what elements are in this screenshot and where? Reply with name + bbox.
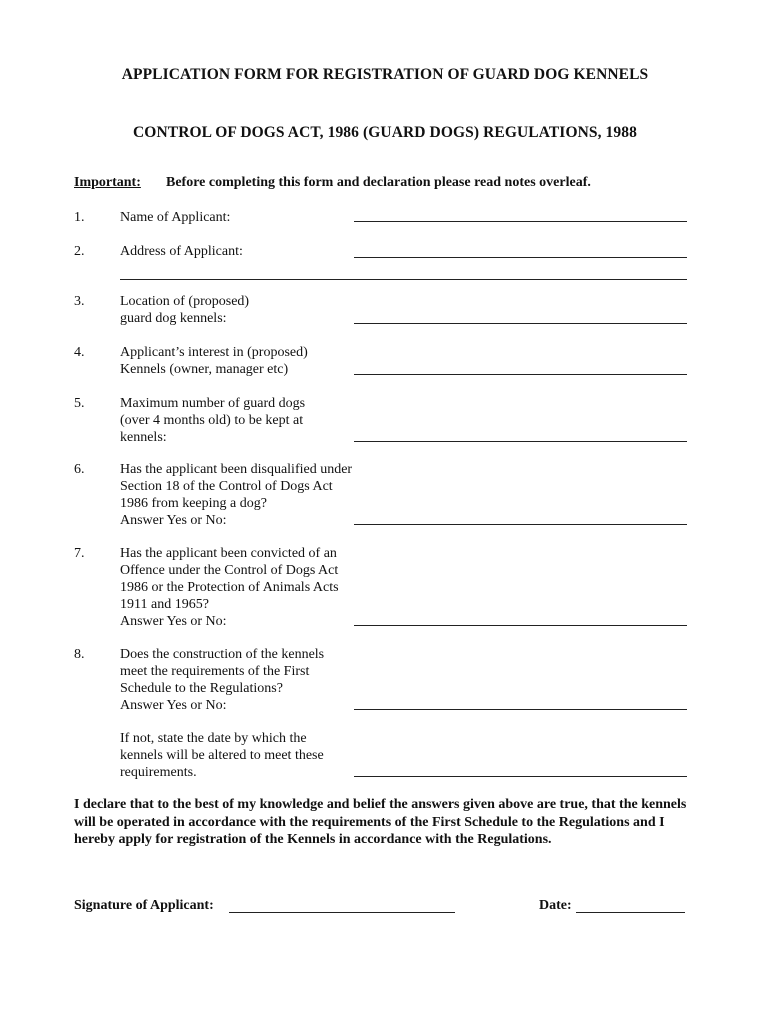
question-5-line: Maximum number of guard dogs	[120, 396, 306, 411]
form-subtitle: CONTROL OF DOGS ACT, 1986 (GUARD DOGS) REGULATIONS, 1988	[133, 124, 637, 141]
question-6-line: Section 18 of the Control of Dogs Act	[120, 479, 333, 494]
important-label: Important:	[74, 175, 141, 190]
question-4-line: Kennels (owner, manager etc)	[120, 362, 289, 377]
max-guard-dogs-field[interactable]	[354, 441, 687, 442]
convicted-answer-field[interactable]	[354, 625, 687, 626]
question-8-line: Answer Yes or No:	[120, 698, 227, 713]
question-4-line: Applicant’s interest in (proposed)	[120, 345, 308, 360]
followup-label	[120, 730, 360, 781]
form-title: APPLICATION FORM FOR REGISTRATION OF GUARD DOG KENNELS	[121, 66, 649, 83]
question-number-5: 5.	[74, 396, 85, 411]
question-number-1: 1.	[74, 210, 85, 225]
question-6-line: 1986 from keeping a dog?	[120, 496, 267, 511]
question-8-line: Schedule to the Regulations?	[120, 681, 283, 696]
question-6-line: Has the applicant been disqualified under	[120, 462, 353, 477]
question-7-line: 1911 and 1965?	[120, 597, 209, 612]
question-7-line: 1986 or the Protection of Animals Acts	[120, 580, 339, 595]
question-number-3: 3.	[74, 294, 85, 309]
question-8-label	[120, 646, 360, 714]
question-6-label	[120, 461, 360, 529]
followup-line: kennels will be altered to meet these	[120, 748, 324, 763]
kennel-construction-answer-field[interactable]	[354, 709, 687, 710]
question-number-4: 4.	[74, 345, 85, 360]
applicant-interest-field[interactable]	[354, 374, 687, 375]
question-7-line: Has the applicant been convicted of an	[120, 546, 337, 561]
kennel-location-field[interactable]	[354, 323, 687, 324]
alteration-date-field[interactable]	[354, 776, 687, 777]
address-field-line-2[interactable]	[120, 279, 687, 280]
question-7-line: Offence under the Control of Dogs Act	[120, 563, 339, 578]
question-2-label	[120, 243, 360, 260]
question-8-line: Does the construction of the kennels	[120, 647, 325, 662]
question-2-line: Address of Applicant:	[120, 244, 243, 259]
question-6-line: Answer Yes or No:	[120, 513, 227, 528]
question-7-line: Answer Yes or No:	[120, 614, 227, 629]
date-field[interactable]	[576, 912, 685, 913]
question-5-line: (over 4 months old) to be kept at	[120, 413, 304, 428]
question-3-line: Location of (proposed)	[120, 294, 250, 309]
question-1-label	[120, 209, 360, 226]
question-5-line: kennels:	[120, 430, 167, 445]
question-number-2: 2.	[74, 244, 85, 259]
question-1-line: Name of Applicant:	[120, 210, 231, 225]
question-number-7: 7.	[74, 546, 85, 561]
address-field-line-1[interactable]	[354, 257, 687, 258]
signature-label: Signature of Applicant:	[74, 898, 214, 913]
disqualified-answer-field[interactable]	[354, 524, 687, 525]
question-number-8: 8.	[74, 647, 85, 662]
date-label: Date:	[539, 898, 572, 913]
followup-line: If not, state the date by which the	[120, 731, 307, 746]
question-3-line: guard dog kennels:	[120, 311, 227, 326]
question-8-line: meet the requirements of the First	[120, 664, 310, 679]
question-7-label	[120, 545, 360, 630]
followup-line: requirements.	[120, 765, 197, 780]
question-5-label	[120, 395, 360, 446]
name-of-applicant-field[interactable]	[354, 221, 687, 222]
question-3-label	[120, 293, 360, 327]
important-text: Before completing this form and declaration please read notes overleaf.	[166, 175, 591, 190]
declaration-text: I declare that to the best of my knowledge and belief the answers given above are true, that the kennels will be operated in accordance with the requirements of the First Schedule to the Regulations and I hereby apply for registration of the Kennels in accordance with the Regulations.	[74, 797, 687, 847]
question-number-6: 6.	[74, 462, 85, 477]
signature-field[interactable]	[229, 912, 455, 913]
question-4-label	[120, 344, 360, 378]
